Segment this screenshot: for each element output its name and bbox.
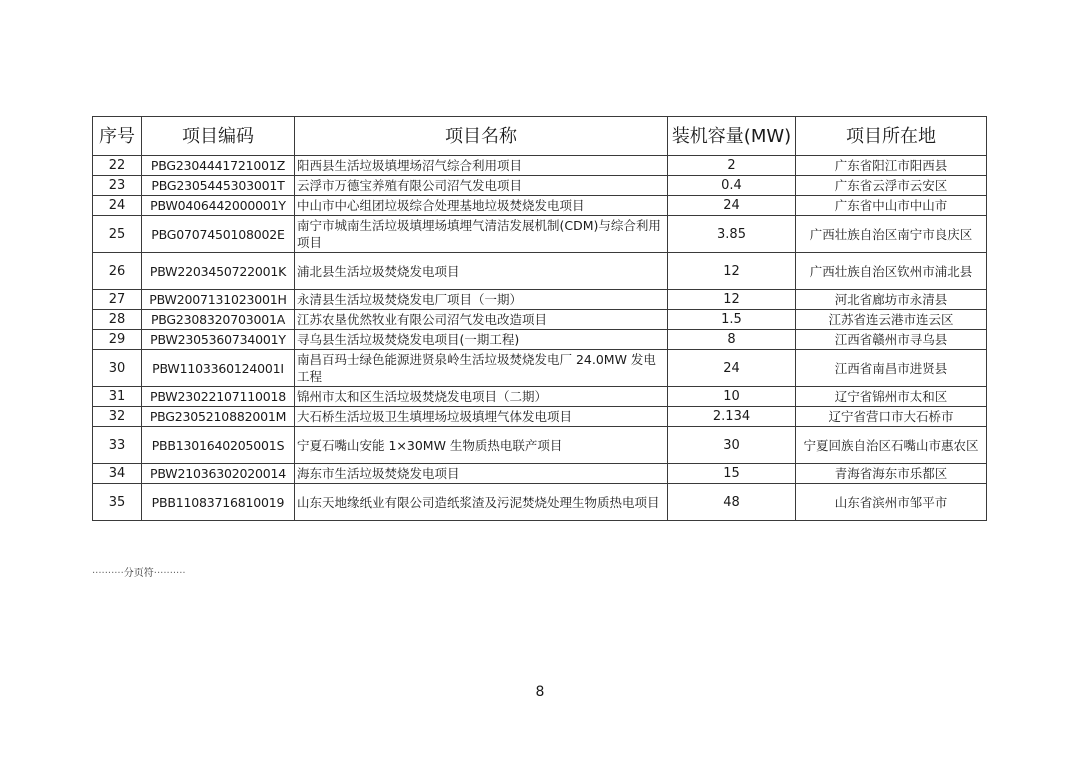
cell-code: PBG2305445303001T <box>142 176 295 196</box>
cell-name: 南昌百玛士绿色能源进贤泉岭生活垃圾焚烧发电厂 24.0MW 发电工程 <box>295 350 668 387</box>
cell-name: 海东市生活垃圾焚烧发电项目 <box>295 464 668 484</box>
cell-name: 锦州市太和区生活垃圾焚烧发电项目（二期） <box>295 387 668 407</box>
cell-capacity: 0.4 <box>668 176 796 196</box>
cell-location: 江西省赣州市寻乌县 <box>796 330 987 350</box>
page-break-label: 分页符 <box>123 568 154 579</box>
cell-capacity: 10 <box>668 387 796 407</box>
cell-name: 云浮市万德宝养殖有限公司沼气发电项目 <box>295 176 668 196</box>
cell-name: 中山市中心组团垃圾综合处理基地垃圾焚烧发电项目 <box>295 196 668 216</box>
cell-seq: 24 <box>93 196 142 216</box>
cell-capacity: 48 <box>668 484 796 521</box>
table-row <box>93 176 987 196</box>
cell-location: 宁夏回族自治区石嘴山市惠农区 <box>796 427 987 464</box>
cell-code: PBG0707450108002E <box>142 216 295 253</box>
cell-seq: 23 <box>93 176 142 196</box>
cell-name: 阳西县生活垃圾填埋场沼气综合利用项目 <box>295 156 668 176</box>
cell-code: PBG2308320703001A <box>142 310 295 330</box>
cell-code: PBW21036302020014 <box>142 464 295 484</box>
cell-location: 青海省海东市乐都区 <box>796 464 987 484</box>
project-table <box>92 116 987 521</box>
cell-location: 广东省中山市中山市 <box>796 196 987 216</box>
cell-capacity: 24 <box>668 196 796 216</box>
cell-name: 江苏农垦优然牧业有限公司沼气发电改造项目 <box>295 310 668 330</box>
header-capacity: 装机容量(MW) <box>668 117 796 156</box>
cell-location: 山东省滨州市邹平市 <box>796 484 987 521</box>
table-row <box>93 310 987 330</box>
cell-capacity: 3.85 <box>668 216 796 253</box>
cell-seq: 25 <box>93 216 142 253</box>
cell-location: 河北省廊坊市永清县 <box>796 290 987 310</box>
cell-name: 永清县生活垃圾焚烧发电厂项目（一期） <box>295 290 668 310</box>
cell-code: PBW2007131023001H <box>142 290 295 310</box>
table-row <box>93 290 987 310</box>
cell-capacity: 15 <box>668 464 796 484</box>
header-name: 项目名称 <box>295 117 668 156</box>
cell-capacity: 24 <box>668 350 796 387</box>
table-row <box>93 427 987 464</box>
table-row <box>93 330 987 350</box>
table-row <box>93 196 987 216</box>
page-number: 8 <box>535 684 545 700</box>
cell-location: 江西省南昌市进贤县 <box>796 350 987 387</box>
cell-seq: 26 <box>93 253 142 290</box>
cell-seq: 27 <box>93 290 142 310</box>
cell-seq: 29 <box>93 330 142 350</box>
cell-seq: 30 <box>93 350 142 387</box>
cell-location: 广东省云浮市云安区 <box>796 176 987 196</box>
page-break-dashes-right: ·········· <box>153 568 186 579</box>
table-row <box>93 216 987 253</box>
cell-seq: 22 <box>93 156 142 176</box>
cell-capacity: 2.134 <box>668 407 796 427</box>
table-row <box>93 156 987 176</box>
cell-location: 辽宁省营口市大石桥市 <box>796 407 987 427</box>
cell-location: 广西壮族自治区钦州市浦北县 <box>796 253 987 290</box>
cell-location: 江苏省连云港市连云区 <box>796 310 987 330</box>
header-seq: 序号 <box>93 117 142 156</box>
cell-capacity: 30 <box>668 427 796 464</box>
cell-seq: 28 <box>93 310 142 330</box>
cell-seq: 34 <box>93 464 142 484</box>
cell-capacity: 8 <box>668 330 796 350</box>
table-row <box>93 464 987 484</box>
cell-code: PBW0406442000001Y <box>142 196 295 216</box>
table-row <box>93 484 987 521</box>
cell-capacity: 12 <box>668 253 796 290</box>
cell-seq: 31 <box>93 387 142 407</box>
cell-seq: 35 <box>93 484 142 521</box>
cell-name: 山东天地缘纸业有限公司造纸浆渣及污泥焚烧处理生物质热电项目 <box>295 484 668 521</box>
cell-code: PBB1301640205001S <box>142 427 295 464</box>
cell-seq: 33 <box>93 427 142 464</box>
table-header-row <box>93 117 987 156</box>
cell-code: PBG2305210882001M <box>142 407 295 427</box>
cell-location: 广西壮族自治区南宁市良庆区 <box>796 216 987 253</box>
cell-capacity: 2 <box>668 156 796 176</box>
page-break-marker <box>92 564 186 579</box>
cell-seq: 32 <box>93 407 142 427</box>
cell-capacity: 12 <box>668 290 796 310</box>
cell-name: 浦北县生活垃圾焚烧发电项目 <box>295 253 668 290</box>
cell-code: PBW23022107110018 <box>142 387 295 407</box>
cell-code: PBB11083716810019 <box>142 484 295 521</box>
header-location: 项目所在地 <box>796 117 987 156</box>
cell-location: 辽宁省锦州市太和区 <box>796 387 987 407</box>
table-row <box>93 350 987 387</box>
table-row <box>93 407 987 427</box>
header-code: 项目编码 <box>142 117 295 156</box>
cell-code: PBW1103360124001I <box>142 350 295 387</box>
cell-name: 寻乌县生活垃圾焚烧发电项目(一期工程) <box>295 330 668 350</box>
table-row <box>93 387 987 407</box>
page-break-dashes-left: ·········· <box>92 568 124 579</box>
cell-code: PBW2305360734001Y <box>142 330 295 350</box>
cell-capacity: 1.5 <box>668 310 796 330</box>
cell-name: 南宁市城南生活垃圾填埋场填埋气清洁发展机制(CDM)与综合利用项目 <box>295 216 668 253</box>
table-row <box>93 253 987 290</box>
cell-name: 宁夏石嘴山安能 1×30MW 生物质热电联产项目 <box>295 427 668 464</box>
cell-location: 广东省阳江市阳西县 <box>796 156 987 176</box>
cell-code: PBW2203450722001K <box>142 253 295 290</box>
cell-code: PBG2304441721001Z <box>142 156 295 176</box>
cell-name: 大石桥生活垃圾卫生填埋场垃圾填埋气体发电项目 <box>295 407 668 427</box>
